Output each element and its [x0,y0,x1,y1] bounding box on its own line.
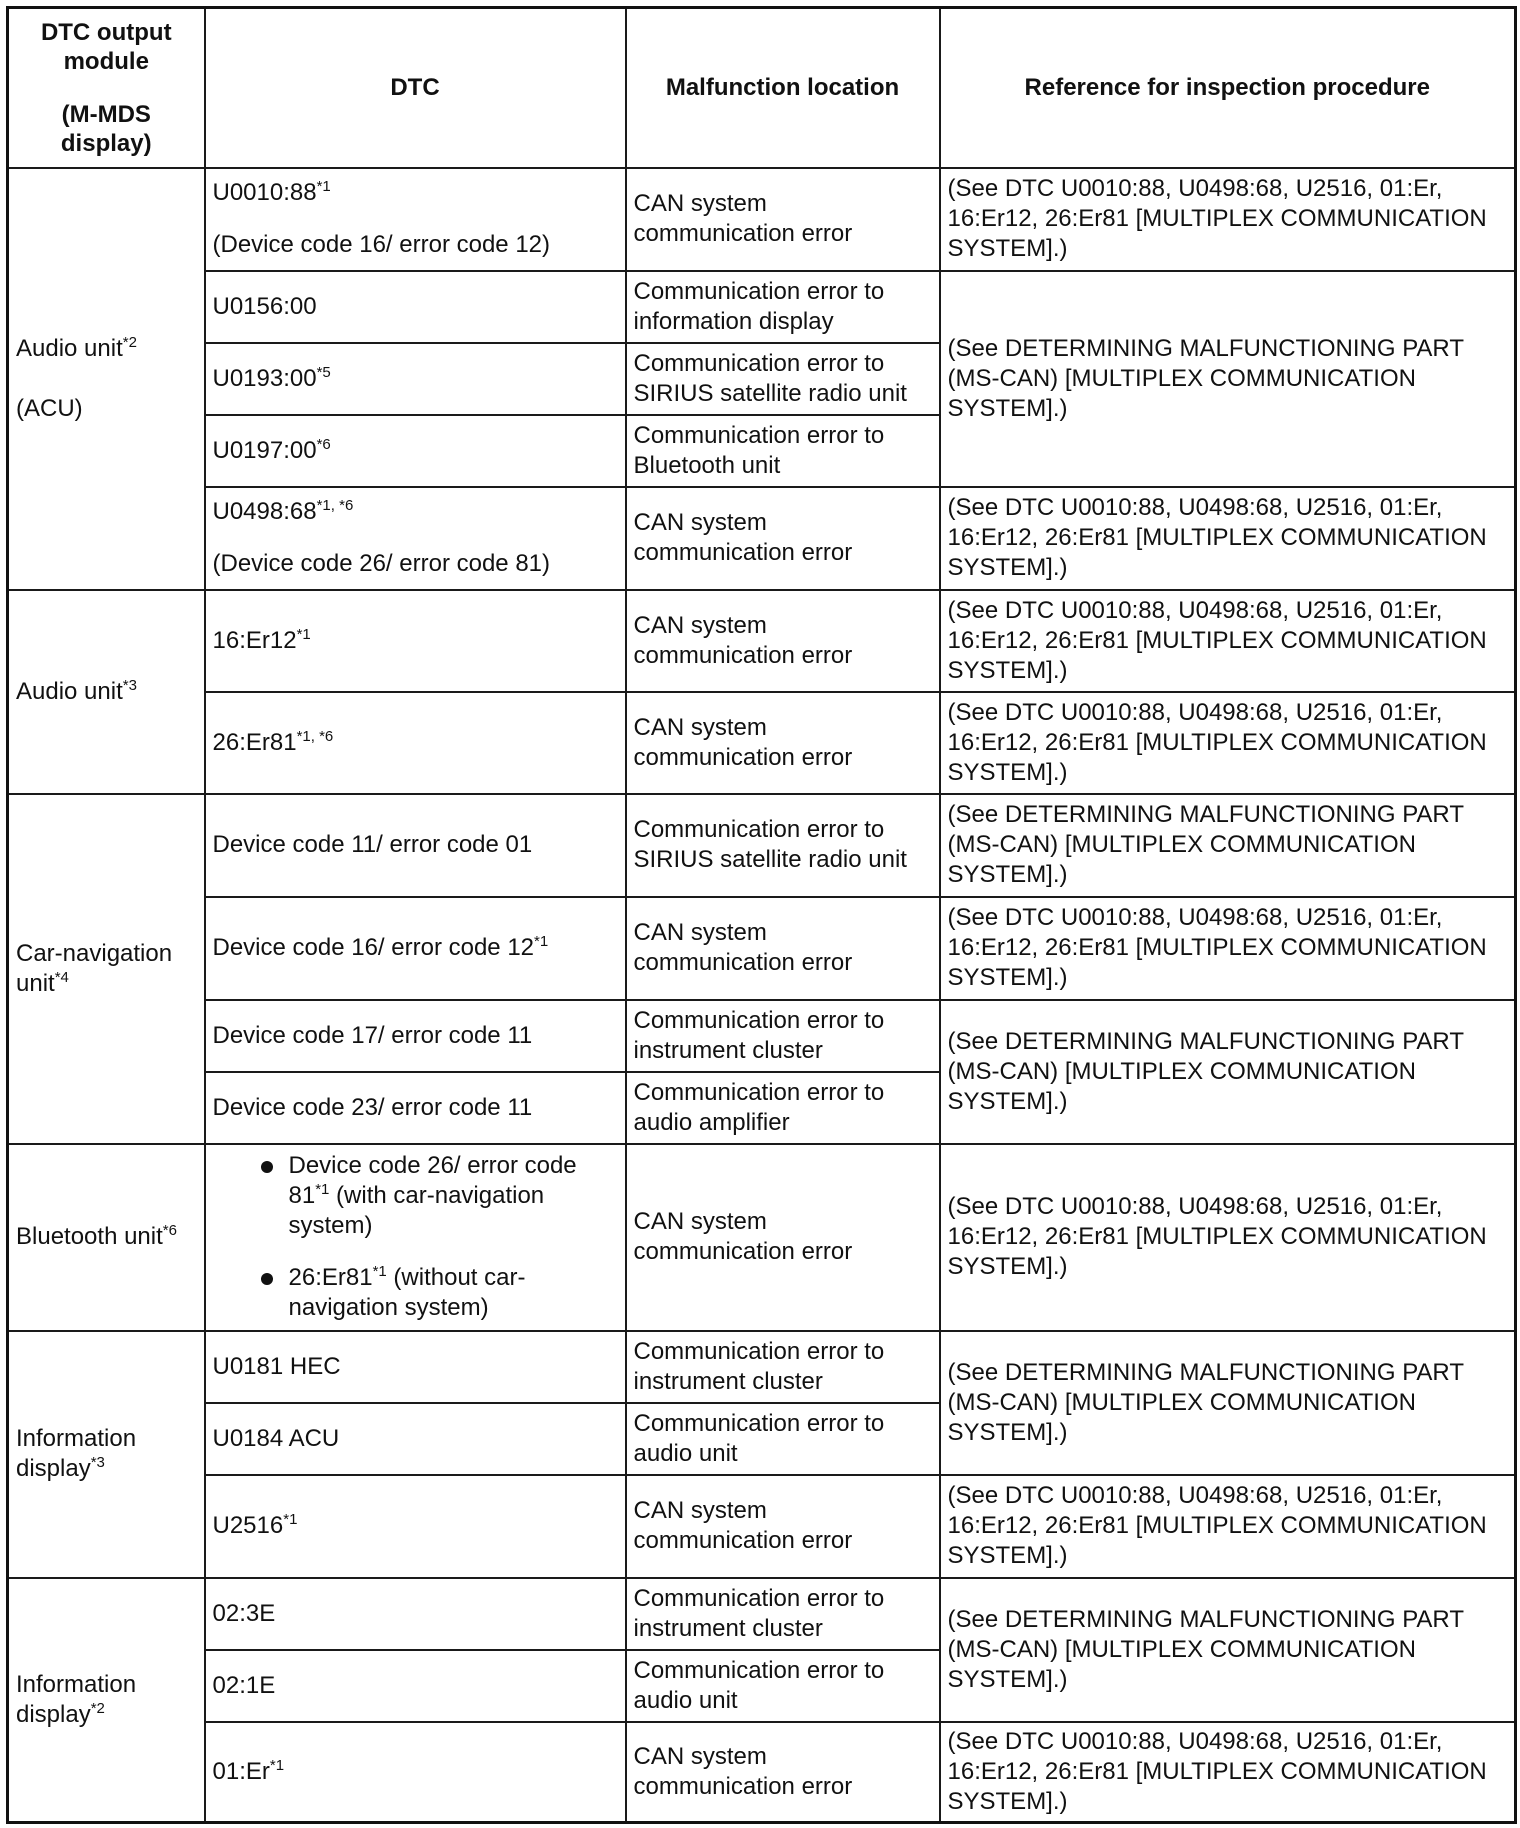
dtc-cell: U0197:00$^{*6}$ [205,415,626,487]
reference-cell: (See DTC U0010:88, U0498:68, U2516, 01:Er, 16:Er12, 26:Er81 [MULTIPLEX COMMUNICATION SYSTEM].) [940,1144,1516,1331]
location-cell: Communication error to instrument cluster [626,1331,940,1403]
table-row [8,897,1516,1000]
dtc-cell: U2516$^{*1}$ [205,1475,626,1578]
reference-cell: (See DTC U0010:88, U0498:68, U2516, 01:Er, 16:Er12, 26:Er81 [MULTIPLEX COMMUNICATION SYSTEM].) [940,897,1516,1000]
dtc-cell: 02:1E [205,1650,626,1722]
location-cell: Communication error to information display [626,271,940,343]
reference-cell: (See DETERMINING MALFUNCTIONING PART (MS-CAN) [MULTIPLEX COMMUNICATION SYSTEM].) [940,794,1516,897]
reference-cell: (See DTC U0010:88, U0498:68, U2516, 01:Er, 16:Er12, 26:Er81 [MULTIPLEX COMMUNICATION SYSTEM].) [940,1475,1516,1578]
table-row [8,692,1516,794]
module-cell: Bluetooth unit$^{*6}$ [8,1144,205,1331]
dtc-cell: Device code 11/ error code 01 [205,794,626,897]
reference-cell: (See DTC U0010:88, U0498:68, U2516, 01:Er, 16:Er12, 26:Er81 [MULTIPLEX COMMUNICATION SYSTEM].) [940,692,1516,794]
location-cell: Communication error to audio amplifier [626,1072,940,1144]
dtc-cell: U0181 HEC [205,1331,626,1403]
location-cell: CAN system communication error [626,897,940,1000]
module-cell: Information display$^{*3}$ [8,1331,205,1578]
dtc-cell: 02:3E [205,1578,626,1650]
table-row [8,590,1516,692]
module-cell: Car-navigation unit$^{*4}$ [8,794,205,1144]
reference-cell: (See DETERMINING MALFUNCTIONING PART (MS-CAN) [MULTIPLEX COMMUNICATION SYSTEM].) [940,1000,1516,1144]
location-cell: CAN system communication error [626,1722,940,1823]
header-module: DTC output module (M-MDS display) [8,8,205,168]
dtc-cell: 01:Er$^{*1}$ [205,1722,626,1823]
module-cell: Information display$^{*2}$ [8,1578,205,1823]
reference-cell: (See DTC U0010:88, U0498:68, U2516, 01:Er, 16:Er12, 26:Er81 [MULTIPLEX COMMUNICATION SYSTEM].) [940,1722,1516,1823]
table-row [8,1331,1516,1403]
location-cell: Communication error to audio unit [626,1403,940,1475]
list-item: Device code 26/ error code 81$^{*1}$ (with car-navigation system) [241,1151,618,1241]
table-row [8,1000,1516,1072]
dtc-bullet-list [213,1151,618,1323]
reference-cell: (See DTC U0010:88, U0498:68, U2516, 01:Er, 16:Er12, 26:Er81 [MULTIPLEX COMMUNICATION SYSTEM].) [940,168,1516,271]
location-cell: Communication error to instrument cluster [626,1000,940,1072]
dtc-cell: Device code 17/ error code 11 [205,1000,626,1072]
module-cell: Audio unit$^{*2}$ (ACU) [8,168,205,590]
header-row [8,8,1516,168]
dtc-cell [205,1144,626,1331]
table-row [8,1578,1516,1650]
table-row [8,1144,1516,1331]
dtc-table [6,6,1517,1824]
list-item: 26:Er81$^{*1}$ (without car-navigation system) [241,1263,618,1323]
table-row [8,1722,1516,1823]
header-reference: Reference for inspection procedure [940,8,1516,168]
module-cell: Audio unit$^{*3}$ [8,590,205,794]
location-cell: CAN system communication error [626,590,940,692]
dtc-cell: $U0498:68^{*1, *6}$ (Device code 26/ error code 81) [205,487,626,590]
table-row [8,487,1516,590]
location-cell: Communication error to Bluetooth unit [626,415,940,487]
location-cell: Communication error to SIRIUS satellite radio unit [626,343,940,415]
reference-cell: (See DTC U0010:88, U0498:68, U2516, 01:Er, 16:Er12, 26:Er81 [MULTIPLEX COMMUNICATION SYSTEM].) [940,487,1516,590]
bullet-icon [261,1273,273,1285]
location-cell: Communication error to SIRIUS satellite radio unit [626,794,940,897]
dtc-cell: U0193:00$^{*5}$ [205,343,626,415]
reference-cell: (See DETERMINING MALFUNCTIONING PART (MS-CAN) [MULTIPLEX COMMUNICATION SYSTEM].) [940,1331,1516,1475]
location-cell: CAN system communication error [626,487,940,590]
location-cell: CAN system communication error [626,168,940,271]
dtc-cell: Device code 16/ error code 12$^{*1}$ [205,897,626,1000]
table-row [8,168,1516,271]
document-page [6,6,1517,1824]
table-row [8,271,1516,343]
dtc-cell: U0010:88$^{*1}$ (Device code 16/ error code 12) [205,168,626,271]
location-cell: CAN system communication error [626,692,940,794]
dtc-cell: U0156:00 [205,271,626,343]
dtc-cell: Device code 23/ error code 11 [205,1072,626,1144]
location-cell: CAN system communication error [626,1144,940,1331]
reference-cell: (See DETERMINING MALFUNCTIONING PART (MS-CAN) [MULTIPLEX COMMUNICATION SYSTEM].) [940,271,1516,487]
dtc-cell: 16:Er12$^{*1}$ [205,590,626,692]
reference-cell: (See DTC U0010:88, U0498:68, U2516, 01:Er, 16:Er12, 26:Er81 [MULTIPLEX COMMUNICATION SYSTEM].) [940,590,1516,692]
reference-cell: (See DETERMINING MALFUNCTIONING PART (MS-CAN) [MULTIPLEX COMMUNICATION SYSTEM].) [940,1578,1516,1722]
dtc-cell: U0184 ACU [205,1403,626,1475]
location-cell: Communication error to instrument cluster [626,1578,940,1650]
header-dtc: DTC [205,8,626,168]
location-cell: CAN system communication error [626,1475,940,1578]
dtc-cell: $26:Er81^{*1, *6}$ [205,692,626,794]
header-location: Malfunction location [626,8,940,168]
bullet-icon [261,1161,273,1173]
table-row [8,1475,1516,1578]
location-cell: Communication error to audio unit [626,1650,940,1722]
table-row [8,794,1516,897]
